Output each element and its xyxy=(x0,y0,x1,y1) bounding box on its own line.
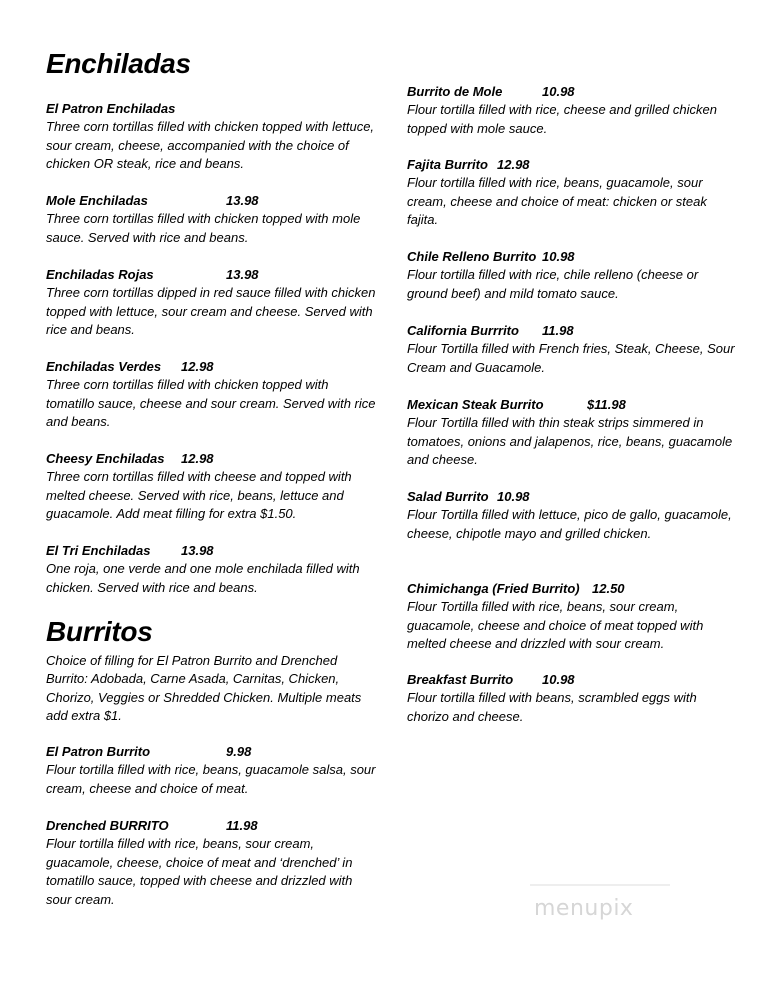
menu-item xyxy=(407,322,737,377)
item-name: Chile Relleno Burrito xyxy=(407,249,537,264)
menu-item xyxy=(46,743,376,798)
item-description: Flour Tortilla filled with French fries, Steak, Cheese, Sour Cream and Guacamole. xyxy=(407,341,735,375)
item-name: Enchiladas Verdes xyxy=(46,359,162,374)
item-description: Flour tortilla filled with beans, scrambled eggs with chorizo and cheese. xyxy=(407,690,697,724)
menu-item xyxy=(407,83,737,138)
menu-item xyxy=(46,192,376,247)
menu-item xyxy=(407,580,737,654)
item-price: 13.98 xyxy=(181,543,214,558)
item-name: Salad Burrito xyxy=(407,489,489,504)
menupix-watermark: menupix xyxy=(534,896,634,921)
burritos-intro: Choice of filling for El Patron Burrito and Drenched Burrito: Adobada, Carne Asada, Carnitas, Chicken, Chorizo, Veggies or Shredded Chicken. Multiple meats add extra $1. xyxy=(46,653,362,724)
item-description: Three corn tortillas filled with chicken topped with mole sauce. Served with rice and beans. xyxy=(46,211,361,245)
item-name: Mole Enchiladas xyxy=(46,193,148,208)
item-name: Breakfast Burrito xyxy=(407,672,514,687)
watermark-line xyxy=(530,884,670,886)
item-description: Flour Tortilla filled with thin steak strips simmered in tomatoes, onions and jalapenos, rice, beans, guacamole and cheese. xyxy=(407,415,733,468)
item-price: 12.98 xyxy=(181,451,214,466)
item-name: Mexican Steak Burrito xyxy=(407,397,544,412)
item-description: Three corn tortillas filled with cheese and topped with melted cheese. Served with rice, beans, lettuce and guacamole. Add meat filling for extra $1.50. xyxy=(46,469,352,522)
item-name: Burrito de Mole xyxy=(407,84,503,99)
item-price: $11.98 xyxy=(587,397,626,412)
item-description: Three corn tortillas dipped in red sauce filled with chicken topped with lettuce, sour cream and cheese. Served with rice and beans. xyxy=(46,285,376,338)
menu-item xyxy=(46,450,376,524)
item-name: Chimichanga (Fried Burrito) xyxy=(407,581,580,596)
item-price: 10.98 xyxy=(542,84,575,99)
item-name: El Patron Burrito xyxy=(46,744,151,759)
item-name: El Tri Enchiladas xyxy=(46,543,151,558)
item-name: Fajita Burrito xyxy=(407,157,488,172)
item-price: 12.50 xyxy=(592,581,625,596)
item-description: Three corn tortillas filled with chicken topped with tomatillo sauce, cheese and sour cream. Served with rice and beans. xyxy=(46,377,376,430)
item-price: 10.98 xyxy=(542,249,575,264)
enchiladas-section-title: Enchiladas xyxy=(46,48,191,79)
item-name: Drenched BURRITO xyxy=(46,818,169,833)
item-price: 10.98 xyxy=(542,672,575,687)
item-name: Cheesy Enchiladas xyxy=(46,451,165,466)
item-name: El Patron Enchiladas xyxy=(46,101,176,116)
item-price: 13.98 xyxy=(226,267,259,282)
item-description: Flour Tortilla filled with lettuce, pico de gallo, guacamole, cheese, chipotle mayo and grilled chicken. xyxy=(407,507,732,541)
item-description: Flour tortilla filled with rice, beans, sour cream, guacamole, cheese, choice of meat and ‘drenched’ in tomatillo sauce, topped with cheese and drizzled with sour cream. xyxy=(46,836,353,907)
item-name: Enchiladas Rojas xyxy=(46,267,154,282)
item-description: Three corn tortillas filled with chicken topped with lettuce, sour cream, cheese, accompanied with the choice of chicken OR steak, rice and beans. xyxy=(46,119,375,172)
menu-item xyxy=(407,488,737,543)
item-price: 12.98 xyxy=(181,359,214,374)
menu-item xyxy=(46,817,376,909)
menu-item xyxy=(46,542,376,597)
menu-item xyxy=(407,156,737,230)
item-description: Flour tortilla filled with rice, beans, guacamole, sour cream, cheese and choice of meat: chicken or steak fajita. xyxy=(407,175,707,228)
menu-item xyxy=(407,248,737,303)
item-price: 11.98 xyxy=(226,818,258,833)
item-price: 9.98 xyxy=(226,744,252,759)
item-price: 11.98 xyxy=(542,323,574,338)
item-description: Flour tortilla filled with rice, chile relleno (cheese or ground beef) and mild tomato sauce. xyxy=(407,267,699,301)
menu-item xyxy=(407,396,737,470)
item-description: Flour tortilla filled with rice, beans, guacamole salsa, sour cream, cheese and choice of meat. xyxy=(46,762,376,796)
menu-item xyxy=(407,671,737,726)
menu-item xyxy=(46,100,376,174)
menu-item xyxy=(46,266,376,340)
item-price: 12.98 xyxy=(497,157,530,172)
item-description: One roja, one verde and one mole enchilada filled with chicken. Served with rice and beans. xyxy=(46,561,360,595)
burritos-section-title: Burritos xyxy=(46,616,153,647)
menu-item xyxy=(46,358,376,432)
item-description: Flour Tortilla filled with rice, beans, sour cream, guacamole, cheese and choice of meat topped with melted cheese and drizzled with sour cream. xyxy=(407,599,704,652)
item-price: 10.98 xyxy=(497,489,530,504)
item-price: 13.98 xyxy=(226,193,259,208)
item-name: California Burrrito xyxy=(407,323,519,338)
item-description: Flour tortilla filled with rice, cheese and grilled chicken topped with mole sauce. xyxy=(407,102,717,136)
